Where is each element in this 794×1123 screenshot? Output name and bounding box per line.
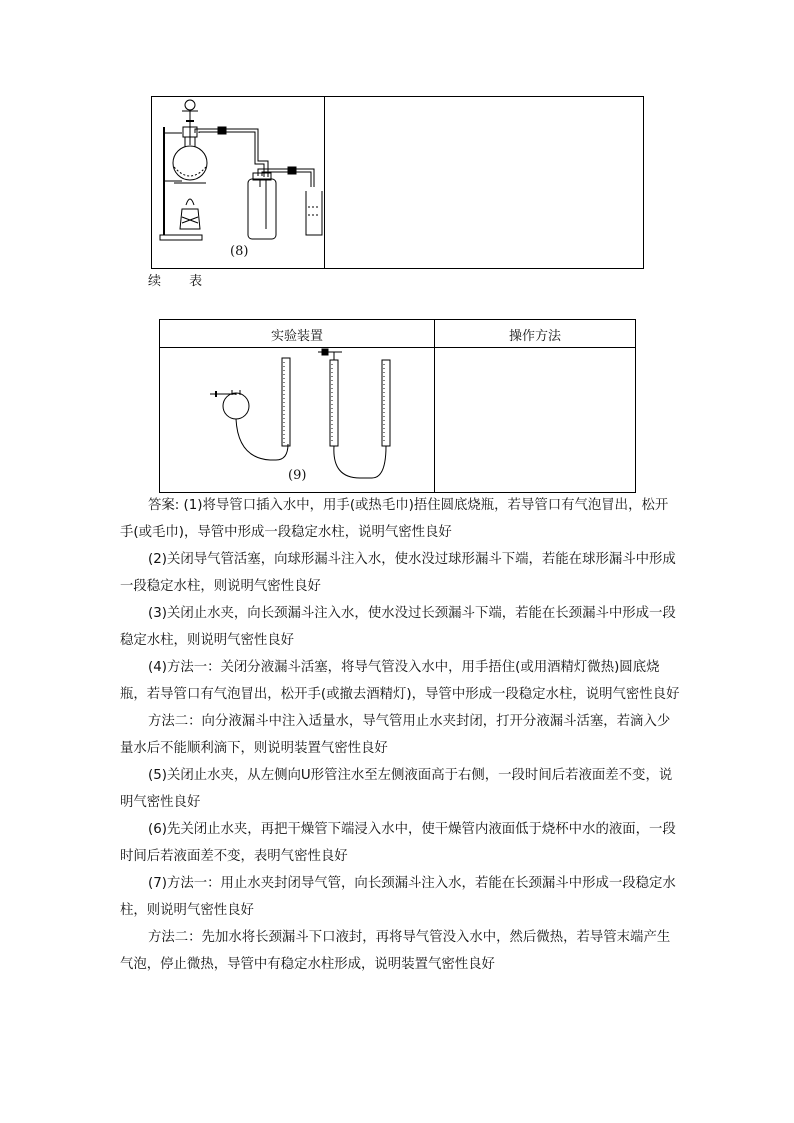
table1-divider — [324, 97, 325, 268]
answer-2: (2)关闭导气管活塞，向球形漏斗注入水，使水没过球形漏斗下端，若能在球形漏斗中形成一段稳定水柱，则说明气密性良好 — [120, 552, 676, 594]
answer-4-method-1: (4)方法一：关闭分液漏斗活塞，将导气管没入水中，用手捂住(或用酒精灯微热)圆底烧瓶，若导管口有气泡冒出，松开手(或撤去酒精灯)，导管中形成一段稳定水柱，说明气密性良好 — [120, 660, 680, 702]
round-bottom-flask — [173, 146, 207, 180]
gas-bottle — [248, 179, 276, 239]
answer-1: 答案: (1)将导管口插入水中，用手(或热毛巾)捂住圆底烧瓶，若导管口有气泡冒出，松开手(或毛巾)，导管中形成一段稳定水柱，说明气密性良好 — [120, 498, 669, 540]
table2-divider — [434, 320, 435, 492]
left-burette — [282, 358, 290, 446]
apparatus-table-9 — [159, 319, 636, 493]
funnel-bulb — [185, 100, 195, 110]
apparatus-8-caption: (8) — [230, 244, 249, 259]
answer-3: (3)关闭止水夹，向长颈漏斗注入水，使水没过长颈漏斗下端，若能在长颈漏斗中形成一段稳定水柱，则说明气密性良好 — [120, 606, 676, 648]
u-tube-right — [382, 360, 390, 446]
alcohol-lamp — [180, 209, 200, 229]
beaker — [306, 191, 322, 235]
header-apparatus: 实验装置 — [270, 329, 323, 344]
answer-4-method-2: 方法二：向分液漏斗中注入适量水，导气管用止水夹封闭，打开分液漏斗活塞，若滴入少量水后不能顺利滴下，则说明装置气密性良好 — [120, 714, 671, 756]
u-tube-left — [330, 360, 338, 446]
answer-5: (5)关闭止水夹，从左侧向U形管注水至左侧液面高于右侧，一段时间后若液面差不变，说明气密性良好 — [120, 768, 673, 810]
answer-6: (6)先关闭止水夹，再把干燥管下端浸入水中，使干燥管内液面低于烧杯中水的液面，一段时间后若液面差不变，表明气密性良好 — [120, 822, 676, 864]
apparatus-8-diagram — [152, 97, 324, 268]
answer-7-method-2: 方法二：先加水将长颈漏斗下口液封，再将导气管没入水中，然后微热，若导管末端产生气泡，停止微热，导管中有稳定水柱形成，说明装置气密性良好 — [120, 930, 671, 972]
small-flask — [223, 393, 249, 419]
header-operation: 操作方法 — [508, 329, 561, 344]
answer-section — [120, 492, 680, 978]
apparatus-9-caption: (9) — [288, 468, 307, 483]
continued-table-label: 续 表 — [148, 274, 215, 289]
answer-7-method-1: (7)方法一：用止水夹封闭导气管，向长颈漏斗注入水，若能在长颈漏斗中形成一段稳定水柱，则说明气密性良好 — [120, 876, 676, 918]
stand-base — [160, 235, 202, 240]
apparatus-table-8 — [151, 96, 644, 269]
